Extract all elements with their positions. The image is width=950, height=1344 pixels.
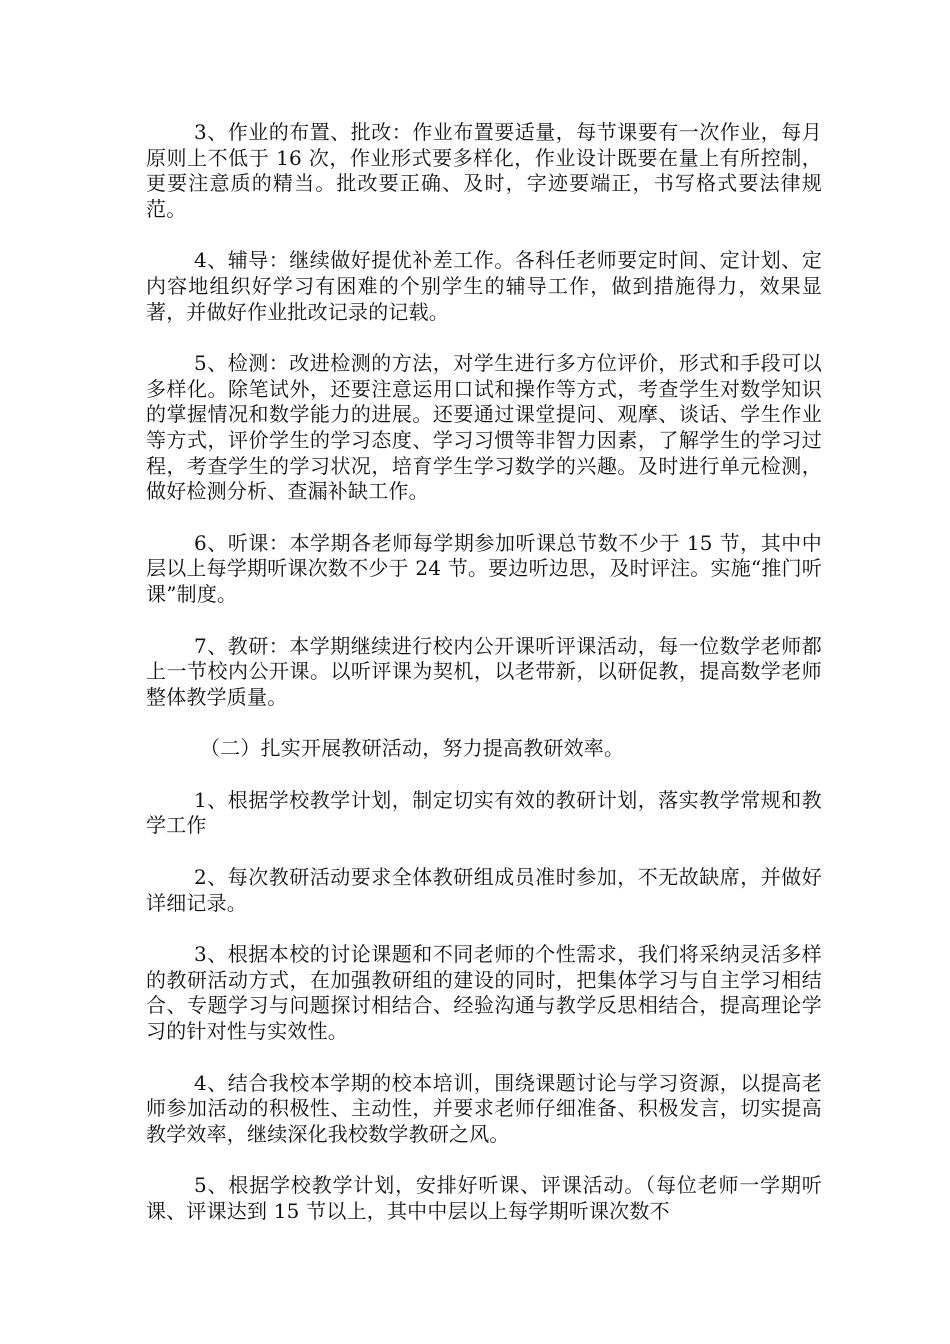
section-heading: （二）扎实开展教研活动，努力提高教研效率。 (200, 736, 625, 761)
paragraph-research-plan: 1、根据学校教学计划，制定切实有效的教研计划，落实教学常规和教学工作 (146, 787, 822, 838)
paragraph-school-training: 4、结合我校本学期的校本培训，围绕课题讨论与学习资源，以提高老师参加活动的积极性、主动性，并要求老师仔细准备、积极发言，切实提高教学效率，继续深化我校数学教研之风。 (146, 1070, 822, 1146)
paragraph-research-methods: 3、根据本校的讨论课题和不同老师的个性需求，我们将采纳灵活多样的教研活动方式，在加强教研组的建设的同时，把集体学习与自主学习相结合、专题学习与问题探讨相结合、经验沟通与教学反思相结合，提高理论学习的针对性与实效性。 (146, 942, 822, 1044)
paragraph-testing: 5、检测：改进检测的方法，对学生进行多方位评价，形式和手段可以多样化。除笔试外，还要注意运用口试和操作等方式，考查学生对数学知识的掌握情况和数学能力的进展。还要通过课堂提问、观摩、谈话、学生作业等方式，评价学生的学习态度、学习习惯等非智力因素，了解学生的学习过程，考查学生的学习状况，培育学生学习数学的兴趣。及时进行单元检测，做好检测分析、查漏补缺工作。 (146, 351, 822, 504)
paragraph-observation-schedule: 5、根据学校教学计划，安排好听课、评课活动。（每位老师一学期听课、评课达到 15 节以上，其中中层以上每学期听课次数不 (146, 1173, 822, 1223)
paragraph-lesson-observation: 6、听课：本学期各老师每学期参加听课总节数不少于 15 节，其中中层以上每学期听课次数不少于 24 节。要边听边思，及时评注。实施“推门听课”制度。 (146, 530, 822, 606)
paragraph-tutoring: 4、辅导：继续做好提优补差工作。各科任老师要定时间、定计划、定内容地组织好学习有困难的个别学生的辅导工作，做到措施得力，效果显著，并做好作业批改记录的记载。 (146, 248, 822, 324)
paragraph-teaching-research: 7、教研：本学期继续进行校内公开课听评课活动，每一位数学老师都上一节校内公开课。以听评课为契机，以老带新，以研促教，提高数学老师整体教学质量。 (146, 633, 822, 709)
paragraph-attendance: 2、每次教研活动要求全体教研组成员准时参加，不无故缺席，并做好详细记录。 (146, 865, 822, 915)
document-page (146, 120, 822, 1251)
paragraph-homework: 3、作业的布置、批改：作业布置要适量，每节课要有一次作业，每月原则上不低于 16 次，作业形式要多样化，作业设计既要在量上有所控制，更要注意质的精当。批改要正确、及时，字迹要端正，书写格式要法律规范。 (146, 120, 822, 221)
